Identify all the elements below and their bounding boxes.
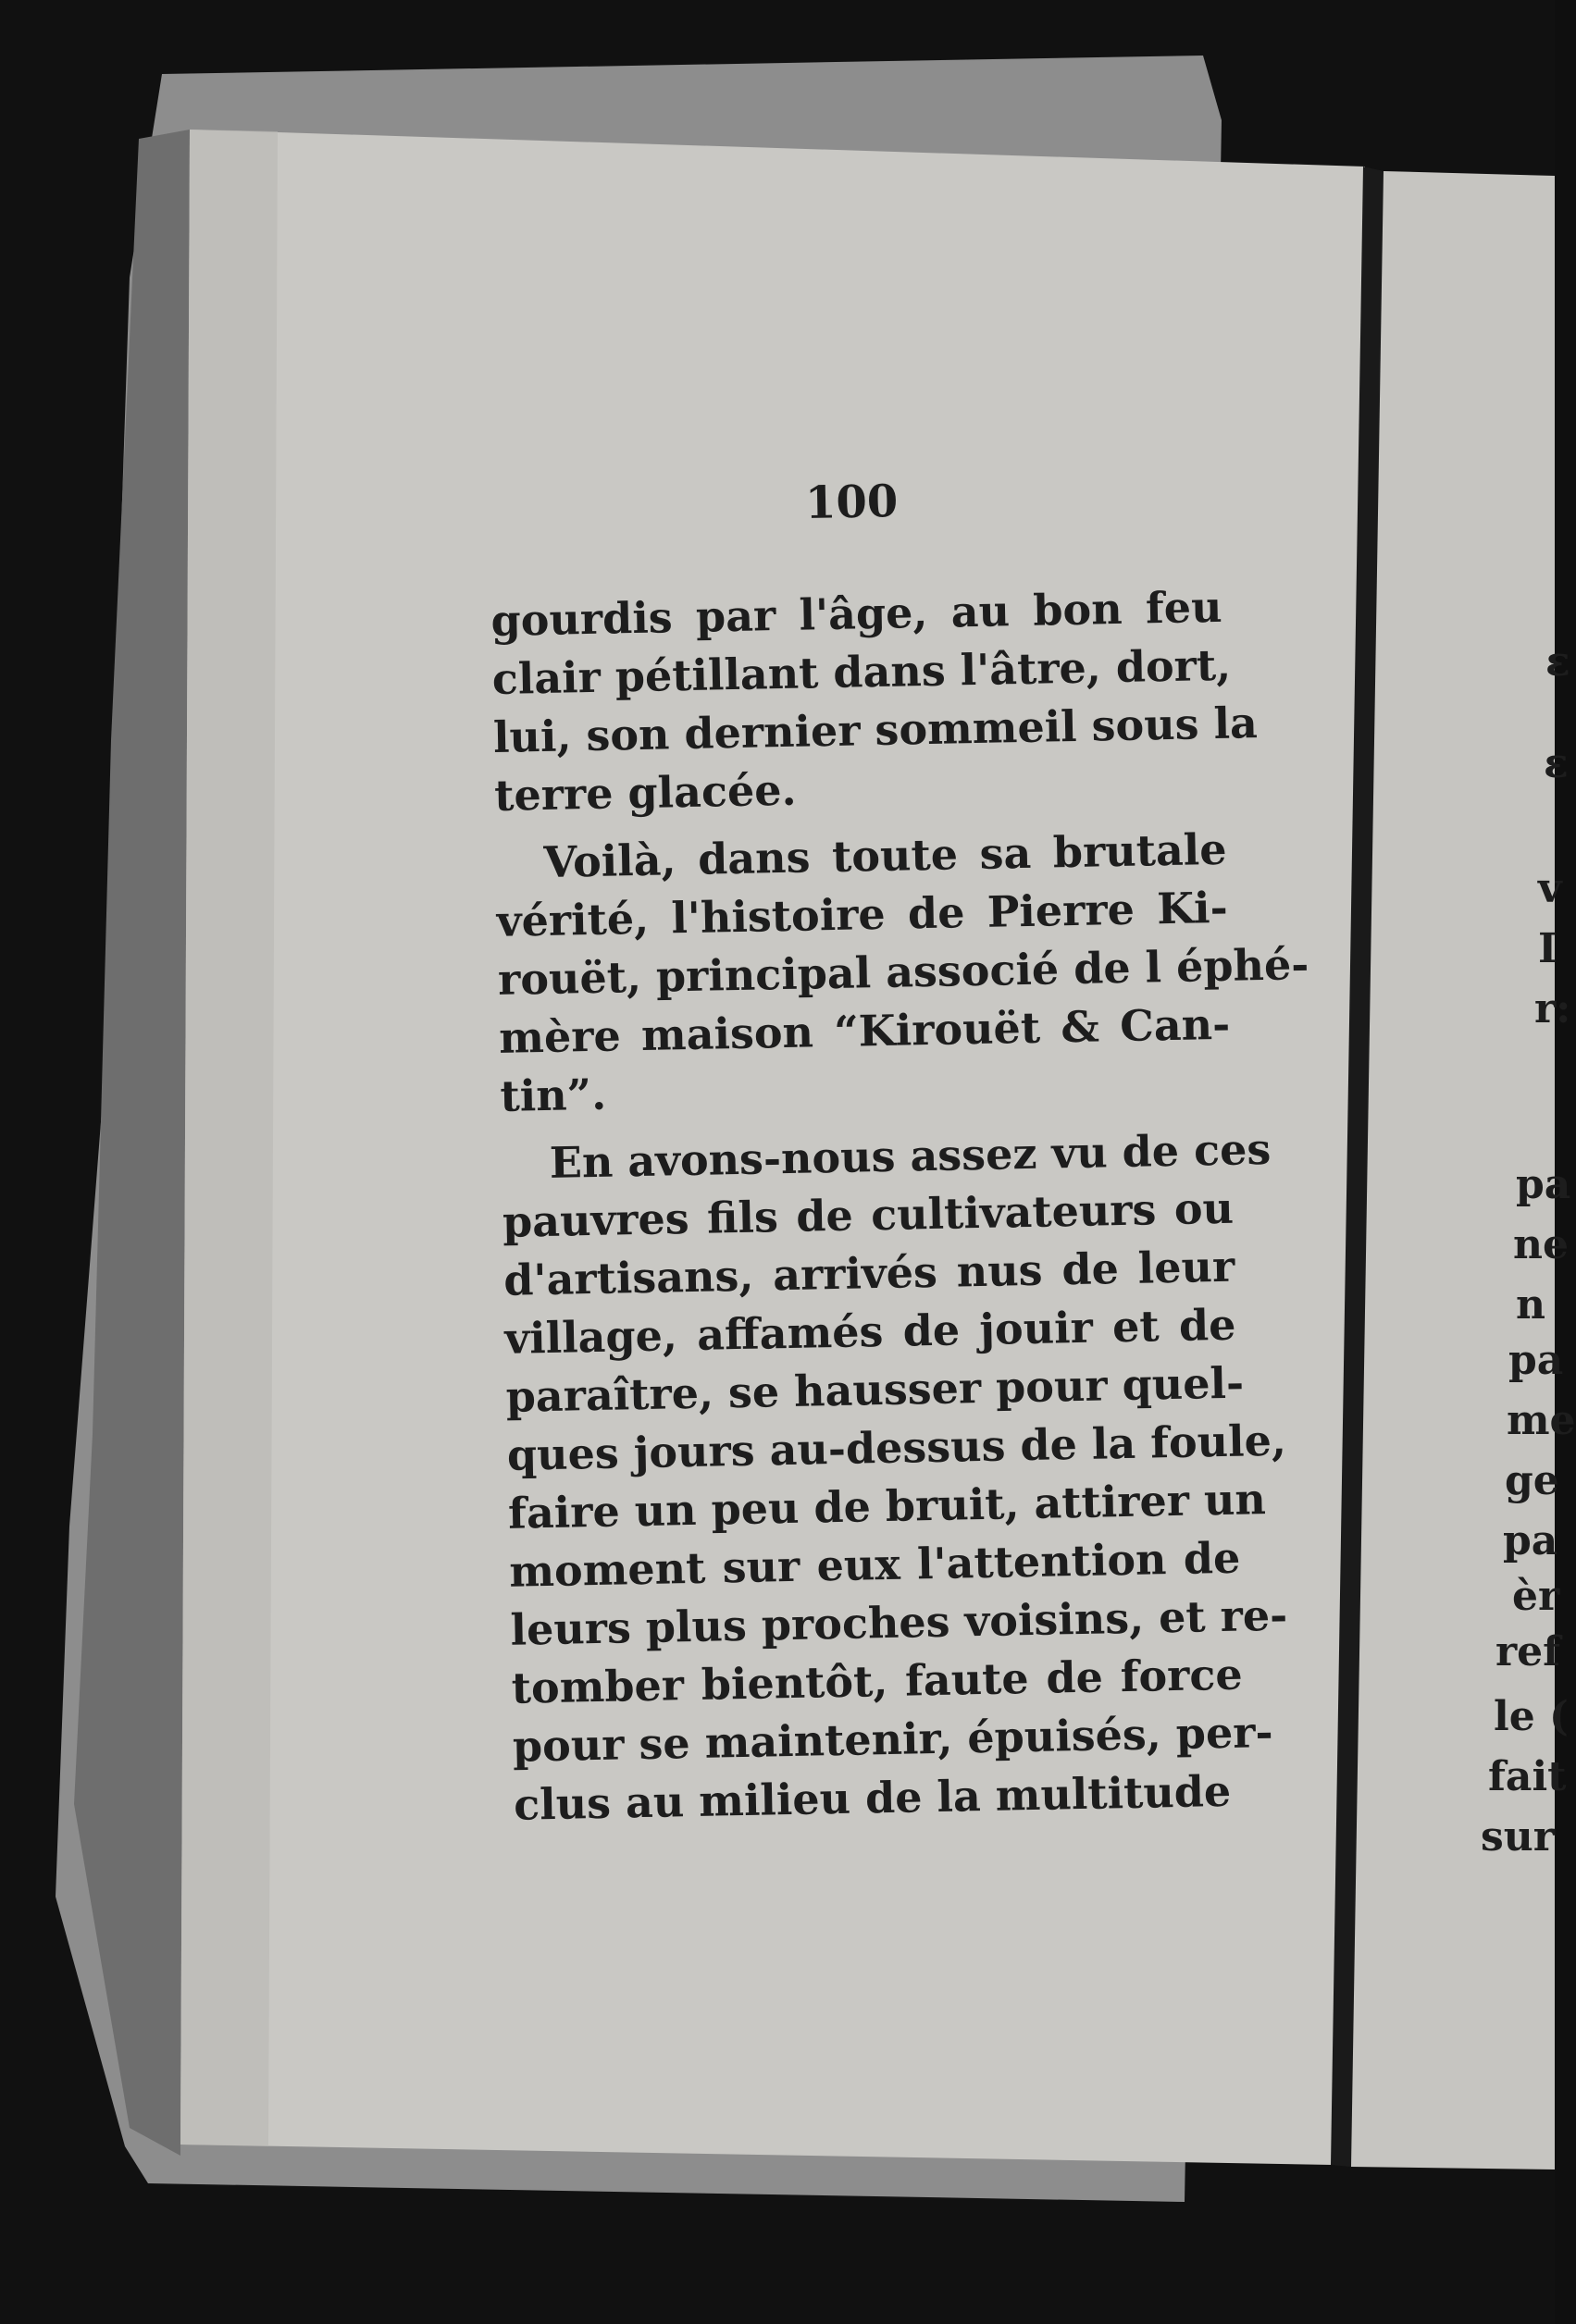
text-line: moment sur eux l'attention de [508, 1532, 1241, 1597]
right-page-fragment: pa [1508, 1337, 1564, 1384]
text-line: clus au milieu de la multitude [513, 1765, 1232, 1830]
text-line: tin”. [499, 1069, 607, 1121]
text-line: leurs plus proches voisins, et re- [510, 1589, 1288, 1655]
paragraph-1 [490, 578, 1259, 825]
right-page-fragments [1471, 0, 1576, 2324]
text-line: clair pétillant dans l'âtre, dort, [491, 639, 1232, 704]
text-line: Voilà, dans toute sa brutale [543, 823, 1227, 887]
text-line: rouët, principal associé de l éphé- [497, 939, 1309, 1005]
text-line: tomber bientôt, faute de force [511, 1649, 1244, 1713]
right-page-fragment: r: [1534, 985, 1571, 1032]
text-line: village, affamés de jouir et de [503, 1299, 1236, 1364]
right-page-fragment: v [1538, 865, 1562, 912]
right-page-fragment: fait [1488, 1753, 1567, 1800]
text-line: En avons-nous assez vu de ces [549, 1123, 1272, 1188]
right-page-fragment: le ( [1494, 1693, 1569, 1740]
right-page-fragment: I [1538, 925, 1557, 972]
right-page-fragment: n [1516, 1281, 1545, 1329]
text-line: pour se maintenir, épuisés, per- [512, 1707, 1273, 1772]
right-page-fragment: ε [1544, 740, 1569, 787]
paragraph-2 [495, 821, 1309, 1126]
right-page-fragment: èr [1512, 1573, 1560, 1620]
right-page-fragment: sur [1481, 1813, 1555, 1860]
right-page-fragment: ge [1505, 1457, 1559, 1504]
text-line: terre glacée. [493, 764, 797, 821]
text-line: mère maison “Kirouët & Can- [498, 998, 1231, 1063]
text-line: vérité, l'histoire de Pierre Ki- [496, 882, 1229, 946]
text-line: pauvres fils de cultivateurs ou [502, 1182, 1235, 1247]
right-page-fragment: pa [1503, 1517, 1558, 1564]
paragraph-3 [501, 1121, 1288, 1835]
text-line: d'artisans, arrivés nus de leur [503, 1241, 1235, 1305]
text-line: faire un peu de bruit, attirer un [507, 1474, 1267, 1539]
page-body-text [490, 578, 1309, 1835]
right-page-fragment: pa [1516, 1161, 1571, 1208]
right-page-fragment: ε [1545, 638, 1570, 686]
text-line: gourdis par l'âge, au bon feu [490, 581, 1222, 646]
text-line: paraître, se hausser pour quel- [505, 1357, 1245, 1422]
text-line: ques jours au-dessus de la foule, [506, 1415, 1287, 1480]
right-page-fragment: me [1507, 1397, 1576, 1444]
right-page-fragment: ref [1495, 1628, 1561, 1675]
page-number: 100 [804, 476, 899, 529]
right-page-fragment: ne [1513, 1221, 1569, 1268]
text-line: lui, son dernier sommeil sous la [492, 698, 1259, 762]
